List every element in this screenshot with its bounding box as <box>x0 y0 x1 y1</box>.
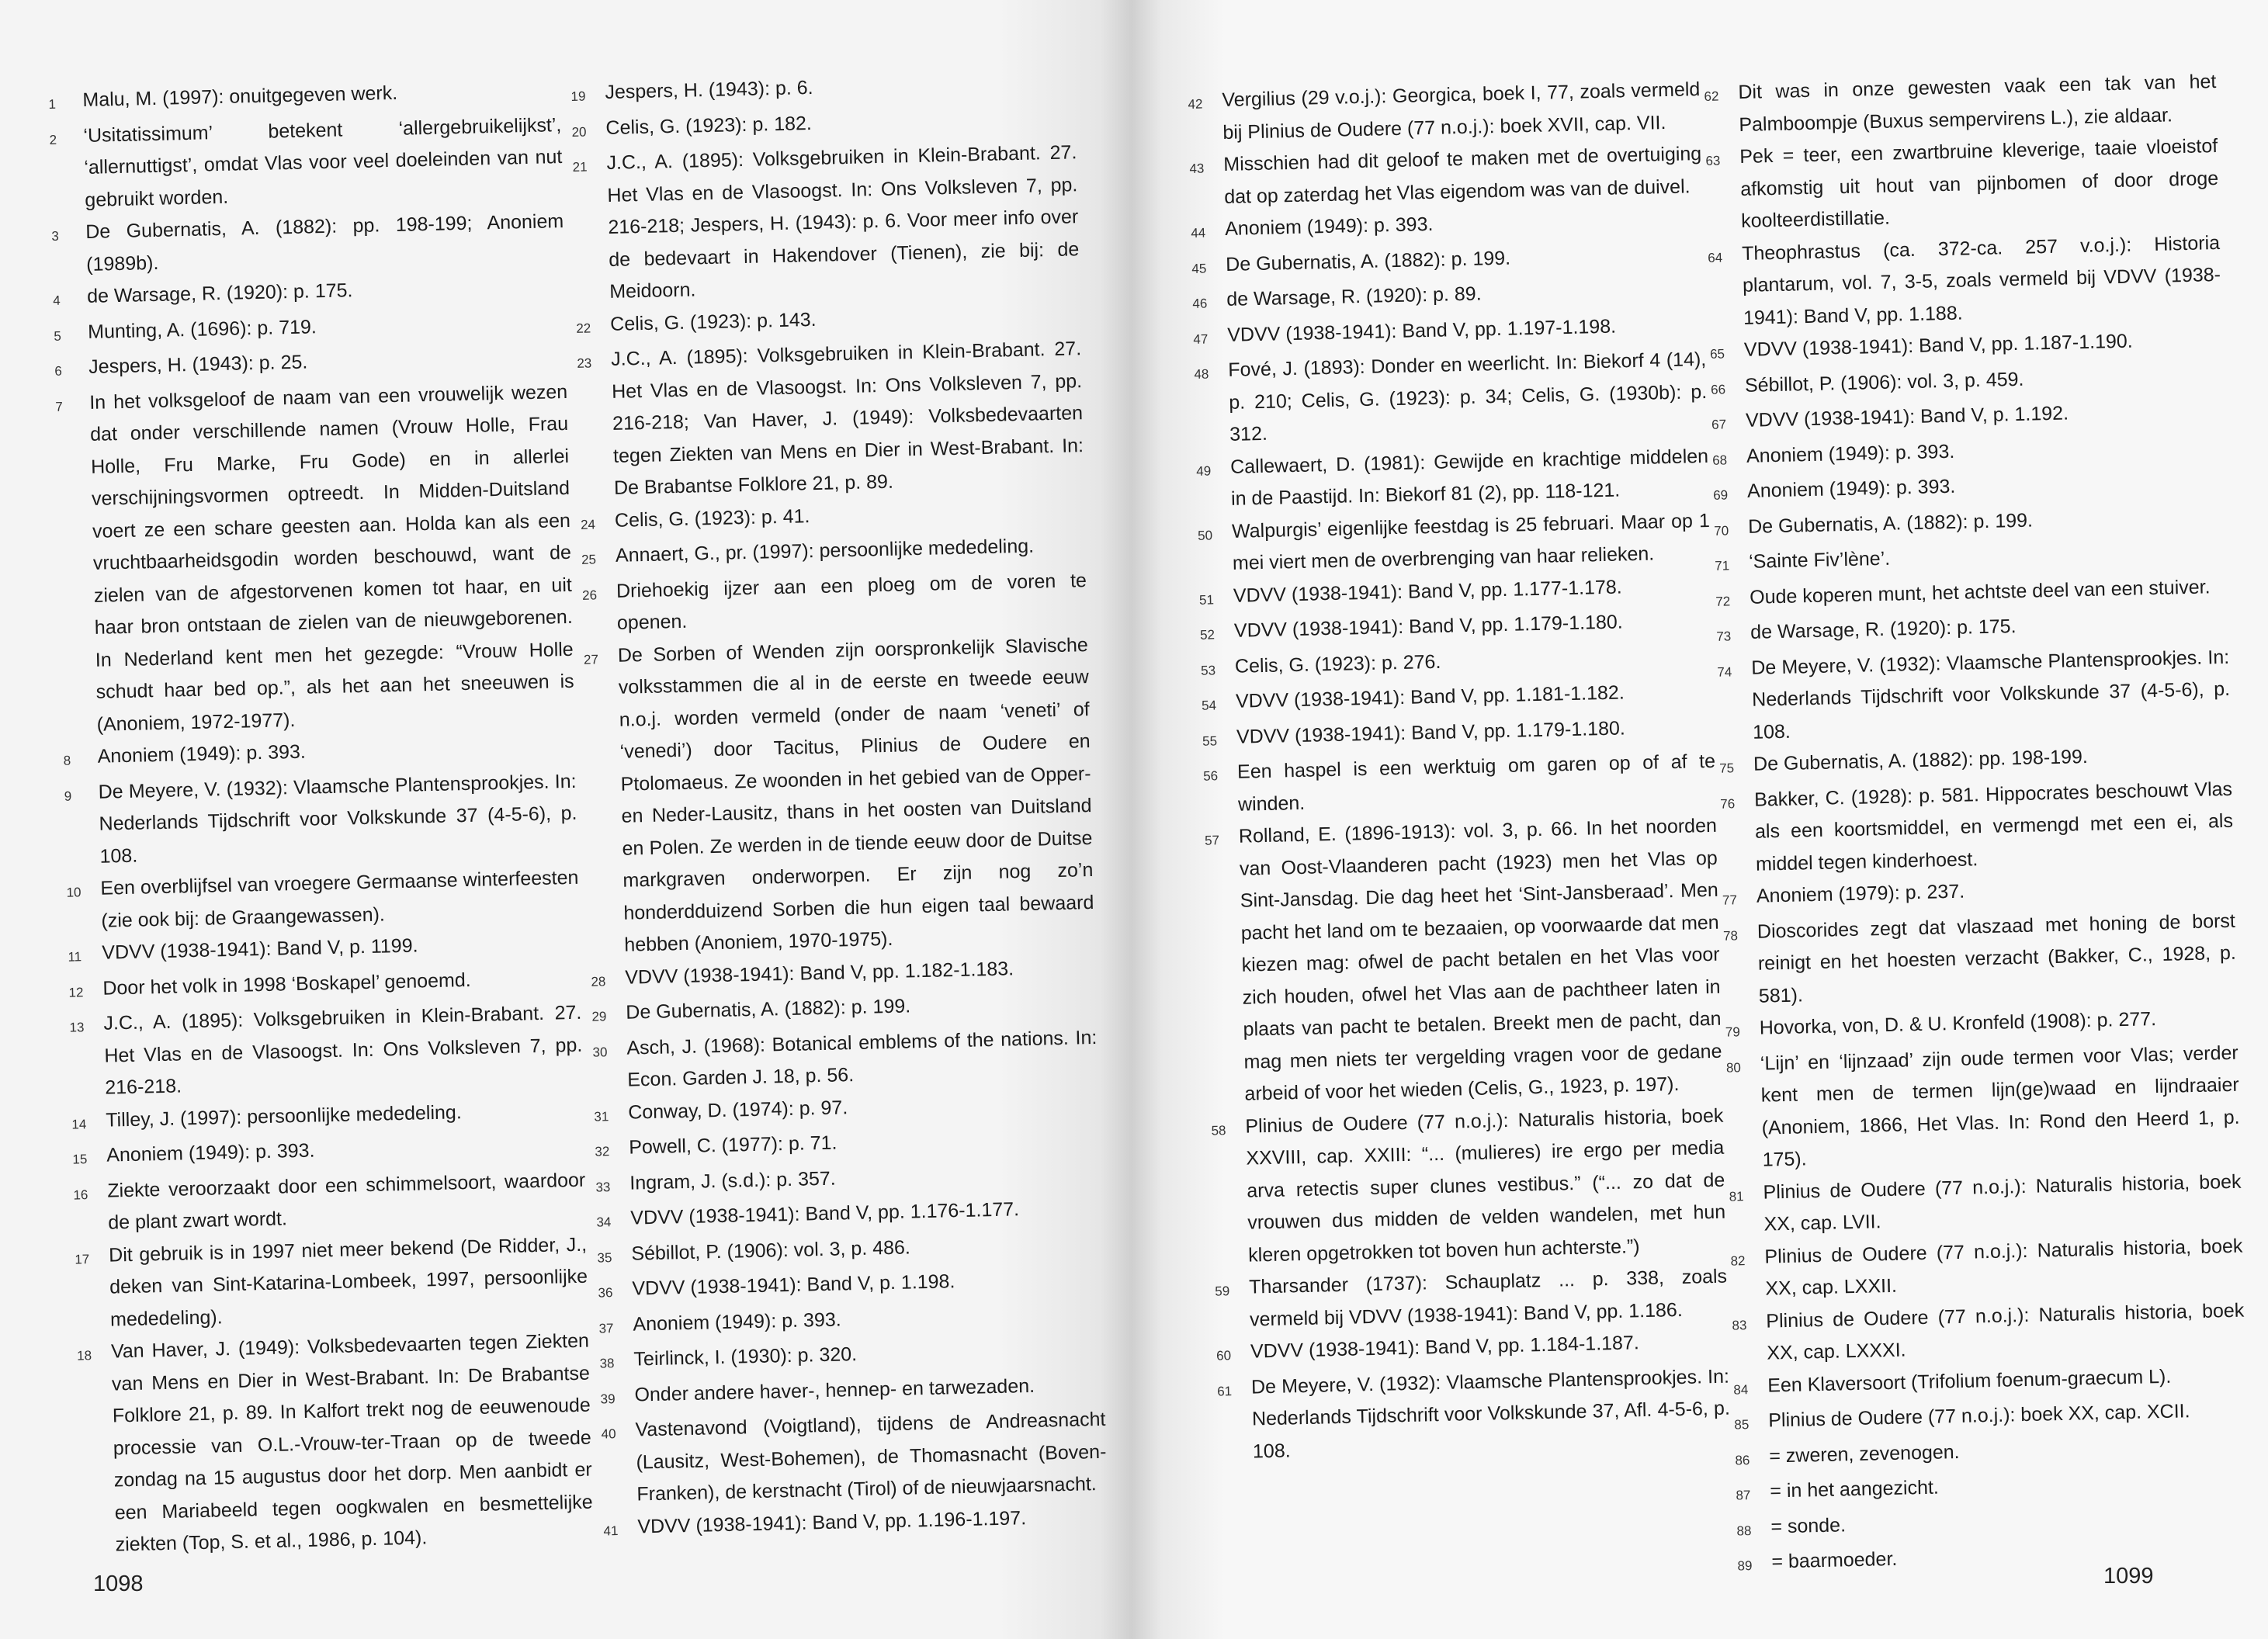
footnote-number: 69 <box>1713 487 1729 503</box>
footnote-number: 57 <box>1204 833 1220 848</box>
footnote-number: 17 <box>75 1251 90 1267</box>
footnote-number: 71 <box>1715 558 1730 573</box>
notes-column <box>570 66 1108 1547</box>
footnote-text: VDVV (1938-1941): Band V, pp. 1.176-1.177. <box>630 1198 1020 1229</box>
footnote-text: Plinius de Oudere (77 n.o.j.): Naturalis historia, boek XX, cap. LXXXI. <box>1766 1299 2245 1364</box>
page-number: 1098 <box>93 1571 144 1596</box>
footnote <box>1196 440 1710 516</box>
notes-column <box>48 74 594 1562</box>
footnote <box>1215 1261 1729 1337</box>
footnote-text: Theophrastus (ca. 372-ca. 257 v.o.j.): Historia plantarum, vol. 7, 3-5, zoals vermeld bij VDVV (1938-1941): Band V, pp. 1.188. <box>1741 231 2221 329</box>
footnote-text: Callewaert, D. (1981): Gewijde en krachtige middelen in de Paastijd. In: Biekorf 81 (2), pp. 118-121. <box>1229 445 1709 510</box>
footnote <box>1720 773 2235 881</box>
footnote-text: Jespers, H. (1943): p. 25. <box>88 351 308 378</box>
footnote-number: 81 <box>1729 1188 1744 1204</box>
footnote <box>577 333 1085 505</box>
footnote-number: 12 <box>68 984 84 1000</box>
footnote <box>1732 1294 2245 1370</box>
footnote-number: 4 <box>53 293 61 308</box>
footnote-text: Een Klaversoort (Trifolium foenum-graecum L). <box>1767 1365 2172 1397</box>
footnote-text: Sébillot, P. (1906): vol. 3, p. 459. <box>1744 368 2024 397</box>
footnote-text: J.C., A. (1895): Volksgebruiken in Klein-Brabant. 27. Het Vlas en de Vlasoogst. In: Ons Volksleven 7, pp. 216-218; Jespers, H. (1943): p. 6. Voor meer info over de bedevaart in Hakendover (Tienen), zie bij: de Meidoorn. <box>606 141 1080 303</box>
footnote-number: 16 <box>73 1187 88 1203</box>
footnote-text: Anoniem (1949): p. 393. <box>633 1308 841 1336</box>
footnote-text: Plinius de Oudere (77 n.o.j.): Naturalis historia, boek XXVIII, cap. XXIII: “... (mulieres) ire ergo per media arva retectis super clunes vestibus.” (“... zo dat de vrouwen dus midden de velden wandelen, met hun kleren opgetrokken tot boven hun achterste.”) <box>1245 1104 1726 1266</box>
footnote-text: Vergilius (29 v.o.j.): Georgica, boek I, 77, zoals vermeld bij Plinius de Oudere (77 n.o.j.): boek XVII, cap. VII. <box>1222 78 1701 144</box>
footnote <box>1723 905 2238 1013</box>
footnote-number: 33 <box>595 1179 611 1195</box>
footnote-number: 26 <box>581 587 598 603</box>
footnote-text: Asch, J. (1968): Botanical emblems of the nations. In: Econ. Garden J. 18, p. 56. <box>626 1026 1098 1091</box>
footnote-number: 66 <box>1710 381 1726 397</box>
footnote-number: 9 <box>64 788 72 804</box>
footnote-text: Malu, M. (1997): onuitgegeven werk. <box>82 81 398 111</box>
footnote-number: 15 <box>72 1152 88 1167</box>
footnote <box>1198 504 1711 580</box>
footnote-text: De Gubernatis, A. (1882): pp. 198-199. <box>1753 746 2089 775</box>
footnote-number: 89 <box>1737 1558 1753 1574</box>
footnote-number: 28 <box>591 973 606 989</box>
footnote <box>1194 344 1708 452</box>
right-page <box>1133 0 2268 1639</box>
footnote-text: VDVV (1938-1941): Band V, p. 1199. <box>102 934 418 964</box>
footnote-number: 80 <box>1725 1059 1742 1076</box>
footnote-number: 79 <box>1725 1024 1741 1040</box>
footnote-number: 37 <box>598 1320 614 1336</box>
footnote <box>55 376 575 741</box>
footnote-text: Bakker, C. (1928): p. 581. Hippocrates beschouwt Vlas als een koortsmiddel, en vermengd met een ei, als middel tegen kinderhoest. <box>1753 778 2234 875</box>
footnote-number: 70 <box>1714 522 1729 539</box>
footnote-number: 25 <box>581 552 597 567</box>
footnote-text: Hovorka, von, D. & U. Kronfeld (1908): p. 277. <box>1759 1008 2157 1039</box>
footnote-number: 68 <box>1711 452 1728 468</box>
page-number: 1099 <box>2103 1564 2154 1589</box>
footnote-number: 20 <box>571 124 587 140</box>
footnote-number: 13 <box>69 1020 85 1035</box>
footnote-number: 60 <box>1215 1348 1232 1364</box>
footnote <box>1717 641 2232 749</box>
footnote-text: De Gubernatis, A. (1882): p. 199. <box>1225 247 1511 275</box>
footnote-number: 27 <box>583 651 599 667</box>
footnote-text: de Warsage, R. (1920): p. 175. <box>1750 615 2017 643</box>
footnote-text: VDVV (1938-1941): Band V, p. 1.192. <box>1745 402 2069 431</box>
footnote-text: VDVV (1938-1941): Band V, pp. 1.182-1.183. <box>624 957 1014 989</box>
footnote-text: VDVV (1938-1941): Band V, pp. 1.181-1.182. <box>1235 681 1625 712</box>
footnote-number: 73 <box>1716 629 1732 644</box>
footnote-text: Dit was in onze gewesten vaak een tak van het Palmboompje (Buxus sempervirens L.), zie aldaar. <box>1738 71 2217 136</box>
footnote-text: Celis, G. (1923): p. 276. <box>1234 650 1441 677</box>
footnote-number: 65 <box>1709 346 1725 362</box>
footnote-text: Powell, C. (1977): p. 71. <box>628 1131 837 1159</box>
footnote <box>1205 810 1723 1111</box>
footnote-number: 67 <box>1711 417 1727 432</box>
footnote-text: de Warsage, R. (1920): p. 175. <box>86 279 353 307</box>
footnote-text: In het volksgeloof de naam van een vrouwelijk wezen dat onder verschillende namen (Vrouw Holle, Frau Holle, Fru Marke, Fru Gode) en in allerlei verschijningsvormen optreedt. In Midden-Duitsland voert ze een schare geesten aan. Holda kan als een vruchtbaarheidsgodin worden beschouwd, want de zielen van de afgestorvenen komen tot haar, en uit haar bron ontstaan de zielen van de nieuwgeborenen. In Nederland kent men het gezegde: “Vrouw Holle schudt haar bed op.”, als het aan het sneeuwen is (Anoniem, 1972-1977). <box>88 380 574 736</box>
footnote <box>66 862 580 938</box>
footnote-number: 87 <box>1736 1488 1751 1503</box>
footnote-number: 47 <box>1193 331 1209 347</box>
footnote-number: 83 <box>1732 1317 1747 1333</box>
footnote-number: 74 <box>1717 664 1732 680</box>
footnote-number: 38 <box>599 1356 615 1371</box>
footnote-number: 10 <box>66 885 81 900</box>
footnote-number: 11 <box>68 949 82 965</box>
footnote-number: 84 <box>1733 1381 1749 1398</box>
footnote-text: Tilley, J. (1997): persoonlijke mededeling. <box>105 1100 463 1131</box>
footnote-number: 14 <box>71 1116 87 1132</box>
footnote-number: 62 <box>1704 88 1719 104</box>
footnote-number: 5 <box>54 328 62 344</box>
footnote-number: 88 <box>1736 1523 1752 1539</box>
footnote <box>69 997 584 1105</box>
footnote-text: Dit gebruik is in 1997 niet meer bekend (De Ridder, J., deken van Sint-Katarina-Lombeek, 1997, persoonlijke mededeling). <box>108 1233 588 1331</box>
footnote-text: Een haspel is een werktuig om garen op of af te winden. <box>1236 750 1716 816</box>
footnote-number: 48 <box>1194 366 1209 382</box>
footnote-text: Annaert, G., pr. (1997): persoonlijke mededeling. <box>615 535 1035 567</box>
footnote-text: Sébillot, P. (1906): vol. 3, p. 486. <box>631 1235 911 1265</box>
footnote-text: = sonde. <box>1770 1513 1847 1538</box>
footnote-text: = in het aangezicht. <box>1770 1476 1940 1502</box>
footnote <box>592 1021 1098 1097</box>
footnote-number: 59 <box>1215 1284 1230 1299</box>
footnote <box>1705 130 2220 238</box>
footnote-number: 82 <box>1730 1253 1746 1269</box>
footnote-text: Walpurgis’ eigenlijke feestdag is 25 februari. Maar op 1 mei viert men de overbrenging van haar relieken. <box>1231 509 1711 574</box>
footnote-number: 34 <box>596 1215 612 1230</box>
footnote-number: 31 <box>594 1108 609 1124</box>
footnote <box>1729 1166 2242 1242</box>
footnote <box>51 206 565 282</box>
footnote-text: Teirlinck, I. (1930): p. 320. <box>633 1343 858 1370</box>
footnote <box>1704 66 2218 142</box>
footnote-number: 45 <box>1191 261 1207 276</box>
footnote-text: Anoniem (1949): p. 393. <box>1746 475 1956 502</box>
footnote-text: Pek = teer, een zwartbruine kleverige, taaie vloeistof afkomstig uit hout van pijnbomen of door droge koolteerdistillatie. <box>1739 135 2219 232</box>
footnote-number: 24 <box>580 516 596 532</box>
footnote-text: VDVV (1938-1941): Band V, pp. 1.177-1.178. <box>1233 575 1622 607</box>
footnote-number: 19 <box>570 88 586 104</box>
footnote-text: = baarmoeder. <box>1771 1547 1898 1573</box>
left-page <box>0 0 1125 1639</box>
footnote-text: Anoniem (1949): p. 393. <box>106 1139 315 1166</box>
footnote-text: Driehoekig ijzer aan een ploeg om de voren te openen. <box>616 569 1087 634</box>
footnote-text: Anoniem (1949): p. 393. <box>1746 440 1955 467</box>
footnote <box>1189 138 1703 214</box>
footnote-number: 22 <box>576 320 591 336</box>
footnote-text: Conway, D. (1974): p. 97. <box>627 1096 848 1124</box>
footnote-text: J.C., A. (1895): Volksgebruiken in Klein-Brabant. 27. Het Vlas en de Vlasoogst. In: Ons Volksleven 7, pp. 216-218; Van Haver, J. (1949): Volksbedevaarten tegen Ziekten van Mens en Dier in West-Brabant. In: De Brabantse Folklore 21, p. 89. <box>610 338 1084 499</box>
footnote-text: ‘Sainte Fiv’lène’. <box>1748 547 1891 573</box>
footnote-text: Oude koperen munt, het achtste deel van een stuiver. <box>1749 575 2211 608</box>
footnote-number: 23 <box>577 355 592 371</box>
footnote-text: Celis, G. (1923): p. 41. <box>614 504 810 532</box>
footnote-text: J.C., A. (1895): Volksgebruiken in Klein-Brabant. 27. Het Vlas en de Vlasoogst. In: Ons Volksleven 7, pp. 216-218. <box>103 1001 583 1099</box>
footnote-text: Van Haver, J. (1949): Volksbedevaarten tegen Ziekten van Mens en Dier in West-Brabant. In: De Brabantse Folklore 21, p. 89. In Kalfort trekt nog de eeuwenoude processie van O.L.-Vrouw-ter-Traan op de tweede zondag na 15 augustus door het dorp. Men aanbidt er een Mariabeeld tegen oogkwalen en besmettelijke ziekten (Top, S. et al., 1986, p. 104). <box>110 1329 593 1556</box>
footnote-number: 2 <box>49 132 57 147</box>
footnote <box>1188 74 1701 150</box>
footnote <box>75 1228 589 1336</box>
footnote-number: 52 <box>1199 627 1215 643</box>
footnote-text: Misschien had dit geloof te maken met de overtuiging dat op zaterdag het Vlas eigendom was van de duivel. <box>1223 143 1702 208</box>
footnote-number: 85 <box>1734 1417 1750 1433</box>
footnote-number: 29 <box>591 1009 607 1024</box>
footnote-text: VDVV (1938-1941): Band V, pp. 1.196-1.197. <box>637 1506 1027 1538</box>
footnote-number: 32 <box>595 1144 610 1159</box>
footnote <box>1708 227 2222 334</box>
footnote-text: De Gubernatis, A. (1882): p. 199. <box>1747 509 2034 538</box>
footnote-number: 54 <box>1201 698 1217 713</box>
footnote-text: ‘Usitatissimum’ betekent ‘allergebruikelijkst’, ‘allernuttigst’, omdat Vlas voor veel doeleinden van nut gebruikt worden. <box>83 113 563 211</box>
footnote-text: ‘Lijn’ en ‘lijnzaad’ zijn oude termen voor Vlas; verder kent men de termen lijn(ge)waad en lijndraaier (Anoniem, 1866, Het Vlas. In: Rond den Heerd 1, p. 175). <box>1760 1041 2240 1171</box>
footnote-number: 72 <box>1715 593 1731 609</box>
footnote-text: Celis, G. (1923): p. 182. <box>605 112 813 139</box>
footnote-number: 8 <box>63 753 71 768</box>
footnote-text: Plinius de Oudere (77 n.o.j.): Naturalis historia, boek XX, cap. LVII. <box>1763 1170 2242 1235</box>
footnote <box>572 137 1080 309</box>
footnote-number: 39 <box>600 1391 616 1407</box>
footnote-number: 75 <box>1718 761 1735 776</box>
footnote-text: De Meyere, V. (1932): Vlaamsche Plantensprookjes. In: Nederlands Tijdschrift voor Volkskunde 37 (4-5-6), p. 108. <box>1750 646 2231 743</box>
footnote-number: 61 <box>1216 1383 1233 1399</box>
footnote-number: 64 <box>1708 250 1723 265</box>
footnote <box>582 565 1088 641</box>
footnote-text: VDVV (1938-1941): Band V, pp. 1.197-1.198. <box>1226 315 1617 346</box>
footnote-number: 35 <box>597 1249 612 1266</box>
footnote-text: VDVV (1938-1941): Band V, pp. 1.179-1.180. <box>1233 611 1623 642</box>
footnote-text: VDVV (1938-1941): Band V, pp. 1.187-1.190. <box>1743 330 2133 361</box>
footnote <box>1725 1037 2241 1177</box>
footnote-text: Door het volk in 1998 ‘Boskapel’ genoemd. <box>102 968 471 1000</box>
footnote-text: VDVV (1938-1941): Band V, p. 1.198. <box>632 1270 955 1300</box>
footnote-text: Anoniem (1949): p. 393. <box>1224 213 1434 240</box>
footnote-number: 49 <box>1196 463 1212 479</box>
footnote-text: Onder andere haver-, hennep- en tarwezaden. <box>634 1374 1035 1406</box>
footnote-number: 30 <box>592 1044 608 1060</box>
footnote-number: 36 <box>598 1285 613 1301</box>
footnote-text: De Meyere, V. (1932): Vlaamsche Plantensprookjes. In: Nederlands Tijdschrift voor Volkskunde 37 (4-5-6), p. 108. <box>98 770 577 868</box>
footnote-number: 6 <box>54 363 63 379</box>
footnote-text: VDVV (1938-1941): Band V, pp. 1.179-1.180. <box>1236 716 1626 748</box>
footnote <box>601 1404 1108 1512</box>
footnote-text: Ziekte veroorzaakt door een schimmelsoort, waardoor de plant zwart wordt. <box>107 1169 586 1234</box>
footnote-text: de Warsage, R. (1920): p. 89. <box>1226 282 1482 310</box>
footnote-text: Vastenavond (Voigtland), tijdens de Andreasnacht (Lausitz, West-Bohemen), de Thomasnacht (Boven-Franken), de kerstnacht (Tirol) of de nieuwjaarsnacht. <box>635 1408 1107 1506</box>
footnote-text: De Gubernatis, A. (1882): pp. 198-199; Anoniem (1989b). <box>85 210 564 275</box>
footnote-text: Anoniem (1979): p. 237. <box>1756 880 1965 907</box>
footnote-text: Fové, J. (1893): Donder en weerlicht. In: Biekorf 4 (14), p. 210; Celis, G. (1923): p. 34; Celis, G. (1930b): p. 312. <box>1228 348 1708 445</box>
footnote <box>1730 1230 2244 1306</box>
footnote-text: Anoniem (1949): p. 393. <box>97 740 307 768</box>
footnote-number: 76 <box>1720 795 1736 812</box>
footnote-number: 51 <box>1198 591 1215 608</box>
footnote <box>77 1325 594 1562</box>
footnote-text: = zweren, zevenogen. <box>1768 1440 1960 1467</box>
footnote <box>1203 746 1717 822</box>
footnote-number: 18 <box>76 1348 92 1364</box>
footnote-text: Celis, G. (1923): p. 143. <box>609 308 817 335</box>
footnote <box>73 1164 587 1240</box>
footnote-number: 86 <box>1735 1452 1750 1468</box>
footnote-number: 55 <box>1202 733 1218 749</box>
footnote-text: Rolland, E. (1896-1913): vol. 3, p. 66. In het noorden van Oost-Vlaanderen pacht (1923) men het Vlas op Sint-Jansdag. Die dag heet het ‘Sint-Jansberaad’. Men pacht het land om te bezaaien, op voorwaarde dat men kiezen mag: ofwel de pacht betalen en het Vlas voor zich houden, ofwel het Vlas aan de pachtheer laten in plaats van pacht te betalen. Breekt men de pacht, dan mag men niets ter vergelding vragen voor de gedane arbeid of voor het wieden (Celis, G., 1923, p. 197). <box>1238 814 1722 1105</box>
footnote-number: 7 <box>55 399 64 414</box>
footnote-number: 1 <box>48 96 57 112</box>
footnote-text: Plinius de Oudere (77 n.o.j.): boek XX, cap. XCII. <box>1767 1400 2190 1432</box>
footnote-number: 44 <box>1191 225 1206 241</box>
footnote-text: De Gubernatis, A. (1882): p. 199. <box>626 995 911 1024</box>
footnote-number: 78 <box>1722 927 1739 944</box>
footnote <box>64 765 578 873</box>
footnote-text: Dioscorides zegt dat vlaszaad met honing de borst reinigt en het hoesten verzacht (Bakker, C., 1928, p. 581). <box>1756 910 2237 1007</box>
footnote-text: De Sorben of Wenden zijn oorspronkelijk Slavische volksstammen die al in de eerste en tweede eeuw n.o.j. worden vermeld (onder de naam ‘veneti’ of ‘venedi’) door Tacitus, Plinius de Oudere en Ptolomaeus. Ze woonden in het gebied van de Opper- en Neder-Lausitz, thans in het oosten van Duitsland en Polen. Ze werden in de tiende eeuw door de Duitse markgraven onderworpen. Er zijn nog zo’n honderdduizend Sorben die hun eigen taal bewaard hebben (Anoniem, 1970-1975). <box>617 633 1094 956</box>
footnote-number: 46 <box>1192 296 1208 311</box>
footnote-text: Ingram, J. (s.d.): p. 357. <box>629 1167 836 1194</box>
footnote-number: 56 <box>1202 768 1219 784</box>
footnote-number: 42 <box>1188 96 1203 112</box>
footnote-text: Een overblijfsel van vroegere Germaanse winterfeesten (zie ook bij: de Graangewassen). <box>100 866 579 932</box>
footnote-number: 43 <box>1189 161 1205 176</box>
footnote-text: VDVV (1938-1941): Band V, pp. 1.184-1.187. <box>1250 1332 1640 1363</box>
notes-column <box>1188 74 1731 1469</box>
footnote-text: Munting, A. (1696): p. 719. <box>87 315 317 343</box>
footnote <box>1217 1360 1732 1468</box>
footnote-number: 3 <box>51 228 60 244</box>
footnote <box>49 109 564 217</box>
footnote-text: Jespers, H. (1943): p. 6. <box>605 76 813 103</box>
notes-column <box>1704 66 2250 1582</box>
footnote-text: De Meyere, V. (1932): Vlaamsche Plantensprookjes. In: Nederlands Tijdschrift voor Volkskunde 37, Afl. 4-5-6, p. 108. <box>1250 1365 1731 1463</box>
footnote <box>1211 1100 1727 1272</box>
footnote-number: 53 <box>1200 662 1216 678</box>
footnote-text: Tharsander (1737): Schauplatz ... p. 338, zoals vermeld bij VDVV (1938-1941): Band V, pp. 1.186. <box>1248 1265 1728 1331</box>
footnote-number: 63 <box>1705 153 1721 168</box>
footnote-number: 50 <box>1197 527 1213 543</box>
footnote-number: 21 <box>572 159 588 175</box>
footnote-number: 41 <box>603 1523 619 1539</box>
footnote-number: 40 <box>601 1426 616 1442</box>
footnote-number: 58 <box>1211 1122 1226 1138</box>
footnote <box>583 629 1094 963</box>
footnote-text: Plinius de Oudere (77 n.o.j.): Naturalis historia, boek XX, cap. LXXII. <box>1764 1235 2243 1300</box>
footnote-number: 77 <box>1722 892 1738 908</box>
